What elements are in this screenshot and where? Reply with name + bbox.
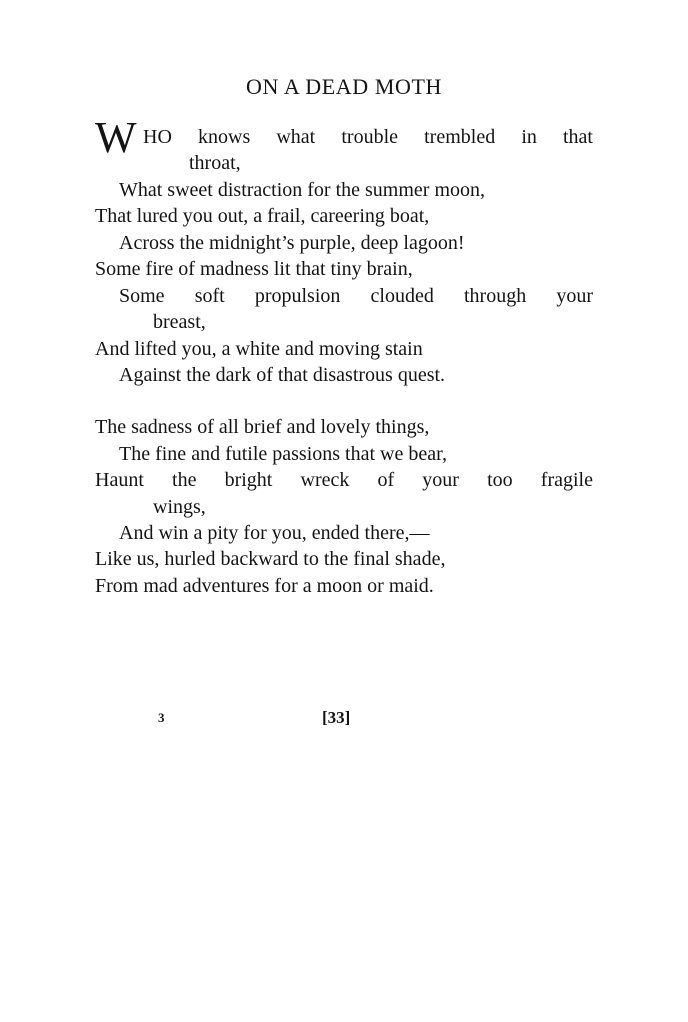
poem-line: From mad adventures for a moon or maid.	[95, 575, 434, 597]
poem-line: Some soft propulsion clouded through your	[119, 285, 593, 307]
poem-line: Across the midnight’s purple, deep lagoon!	[119, 232, 465, 254]
poem-line: That lured you out, a frail, careering boat,	[95, 205, 430, 227]
poem-line: Haunt the bright wreck of your too fragile	[95, 469, 593, 491]
poem-line: Some fire of madness lit that tiny brain,	[95, 258, 413, 280]
signature-mark: 3	[158, 710, 165, 725]
poem-line-continuation: breast,	[153, 311, 206, 333]
page-number: [33]	[322, 708, 351, 727]
poem-line: The fine and futile passions that we bear,	[119, 443, 447, 465]
poem-line: The sadness of all brief and lovely things,	[95, 416, 430, 438]
poem-line-continuation: throat,	[189, 152, 241, 174]
poem-title: ON A DEAD MOTH	[245, 74, 442, 99]
poem-line-continuation: wings,	[153, 496, 206, 518]
poem-line: Like us, hurled backward to the final shade,	[95, 548, 446, 570]
drop-cap: W	[95, 113, 137, 162]
poem-line: HO knows what trouble trembled in that	[143, 126, 593, 148]
poem-line: And win a pity for you, ended there,—	[119, 522, 430, 544]
poem-line: And lifted you, a white and moving stain	[95, 338, 423, 360]
poem-line: What sweet distraction for the summer moon,	[119, 179, 486, 201]
poem-line: Against the dark of that disastrous quest.	[119, 364, 446, 386]
